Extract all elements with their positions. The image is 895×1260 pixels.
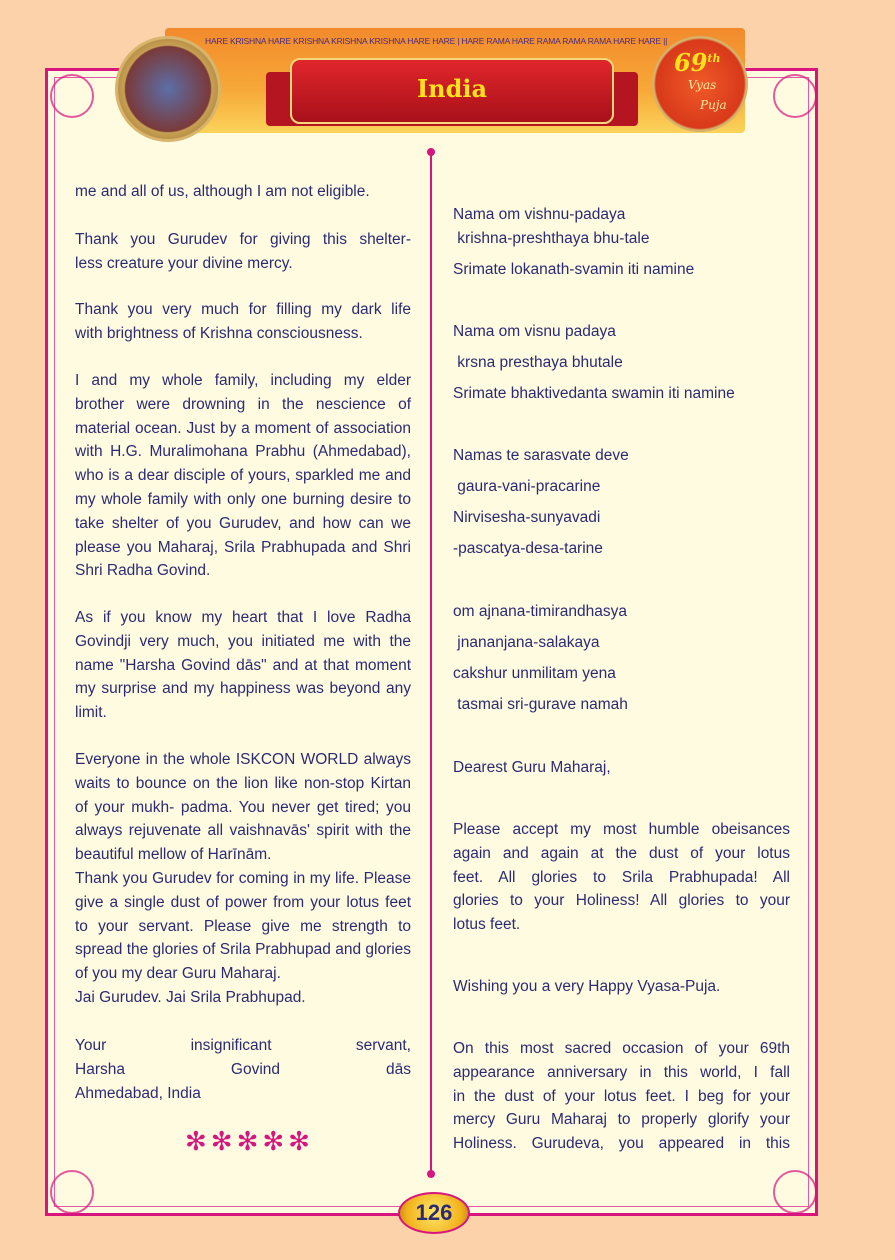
divider-dot-bottom: [427, 1170, 435, 1178]
paragraph-line: my whole family with only one burning desire to: [75, 491, 411, 508]
paragraph-line: in the dust of your lotus feet. I beg for your: [453, 1087, 790, 1105]
paragraph-line: glories to your Holiness! All glories to your: [453, 892, 790, 910]
vyas-puja-badge: [652, 36, 748, 132]
paragraph-line: material ocean. Just by a moment of association: [75, 419, 411, 437]
paragraph-line: Thank you Gurudev for coming in my life. Please: [75, 870, 411, 887]
paragraph-line: Namas te sarasvate deve: [453, 447, 629, 464]
paragraph-line: Everyone in the whole ISKCON WORLD always: [75, 751, 411, 768]
paragraph-line: who is a dear disciple of yours, sparkled me and: [75, 467, 411, 485]
title-ribbon: [290, 58, 614, 124]
ornament-corner-icon: [50, 74, 94, 118]
paragraph-line: mercy Guru Maharaj to properly glorify your: [453, 1111, 790, 1129]
paragraph-line: always rejuvenate all vaishnavās' spirit with the: [75, 822, 411, 840]
paragraph-line: Jai Gurudev. Jai Srila Prabhupad.: [75, 989, 306, 1006]
paragraph-line: Thank you very much for filling my dark life: [75, 301, 411, 318]
page-title: India: [416, 74, 488, 103]
paragraph-line: Holiness. Gurudeva, you appeared in this: [453, 1135, 790, 1153]
paragraph-line: me and all of us, although I am not eligible.: [75, 183, 370, 200]
paragraph-line: take shelter of you Gurudev, and how can we: [75, 514, 411, 532]
paragraph-line: again and again at the dust of your lotus: [453, 844, 790, 862]
paragraph-line: my surprise and my happiness was beyond any: [75, 680, 411, 698]
column-divider: [430, 152, 432, 1172]
paragraph-line: of you my dear Guru Maharaj.: [75, 965, 281, 983]
paragraph-line: I and my whole family, including my elder: [75, 372, 411, 389]
paragraph-line: Nama om vishnu-padaya: [453, 206, 626, 223]
deity-medallion-image: [115, 36, 221, 142]
paragraph-line: cakshur unmilitam yena: [453, 665, 616, 682]
paragraph-line: On this most sacred occasion of your 69th: [453, 1040, 790, 1057]
paragraph-line: Govindji very much, you initiated me with the: [75, 632, 411, 650]
paragraph-line: om ajnana-timirandhasya: [453, 603, 628, 620]
paragraph-line: Please accept my most humble obeisances: [453, 821, 790, 838]
section-end-stars: ✻✻✻✻✻: [185, 1126, 314, 1156]
mantra-text: HARE KRISHNA HARE KRISHNA KRISHNA KRISHNA HARE HARE | HARE RAMA HARE RAMA RAMA RAMA HARE HARE ||: [205, 36, 668, 46]
paragraph-line: Wishing you a very Happy Vyasa-Puja.: [453, 978, 721, 995]
paragraph-line: Your insignificant servant,: [75, 1037, 411, 1054]
paragraph-line: jnananjana-salakaya: [453, 634, 600, 651]
paragraph-line: krishna-preshthaya bhu-tale: [453, 230, 650, 247]
paragraph-line: krsna presthaya bhutale: [453, 354, 623, 371]
paragraph-line: Shri Radha Govind.: [75, 562, 211, 580]
paragraph-line: less creature your divine mercy.: [75, 254, 293, 272]
paragraph-line: Harsha Govind dās: [75, 1060, 411, 1078]
paragraph-line: -pascatya-desa-tarine: [453, 540, 603, 557]
paragraph-line: with H.G. Muralimohana Prabhu (Ahmedabad),: [75, 443, 411, 461]
ornament-corner-icon: [50, 1170, 94, 1214]
paragraph-line: of your mukh- padma. You never get tired; you: [75, 798, 411, 816]
badge-suffix: th: [707, 52, 721, 65]
paragraph-line: name "Harsha Govind dās" and at that moment: [75, 656, 411, 674]
badge-number: 69: [674, 48, 708, 77]
paragraph-line: As if you know my heart that I love Radha: [75, 609, 411, 626]
badge-line1: Vyas: [688, 78, 717, 92]
paragraph-line: spread the glories of Srila Prabhupad and glories: [75, 941, 412, 959]
paragraph-line: gaura-vani-pracarine: [453, 478, 601, 495]
page-number: 126: [398, 1192, 470, 1234]
paragraph-line: lotus feet.: [453, 916, 521, 934]
paragraph-line: brother were drowning in the nescience of: [75, 395, 411, 413]
paragraph-line: Thank you Gurudev for giving this shelter-: [75, 231, 411, 248]
paragraph-line: to your servant. Please give me strength to: [75, 917, 411, 935]
paragraph-line: Nirvisesha-sunyavadi: [453, 509, 601, 526]
paragraph-line: appearance anniversary in this world, I fall: [453, 1063, 790, 1081]
paragraph-line: tasmai sri-gurave namah: [453, 696, 628, 713]
paragraph-line: with brightness of Krishna consciousness.: [75, 324, 363, 342]
paragraph-line: Dearest Guru Maharaj,: [453, 759, 611, 776]
divider-dot-top: [427, 148, 435, 156]
paragraph-line: Srimate bhaktivedanta swamin iti namine: [453, 385, 735, 402]
paragraph-line: Ahmedabad, India: [75, 1084, 201, 1102]
ornament-corner-icon: [773, 74, 817, 118]
paragraph-line: give a single dust of power from your lotus feet: [75, 893, 411, 911]
paragraph-line: waits to bounce on the lion like non-stop Kirtan: [75, 774, 411, 792]
paragraph-line: beautiful mellow of Harīnām.: [75, 846, 272, 864]
paragraph-line: Srimate lokanath-svamin iti namine: [453, 261, 695, 278]
paragraph-line: limit.: [75, 704, 107, 722]
badge-line2: Puja: [700, 98, 727, 112]
ornament-corner-icon: [773, 1170, 817, 1214]
paragraph-line: please you Maharaj, Srila Prabhupada and Shri: [75, 538, 411, 556]
paragraph-line: Nama om visnu padaya: [453, 323, 616, 340]
paragraph-line: feet. All glories to Srila Prabhupada! All: [453, 868, 790, 886]
